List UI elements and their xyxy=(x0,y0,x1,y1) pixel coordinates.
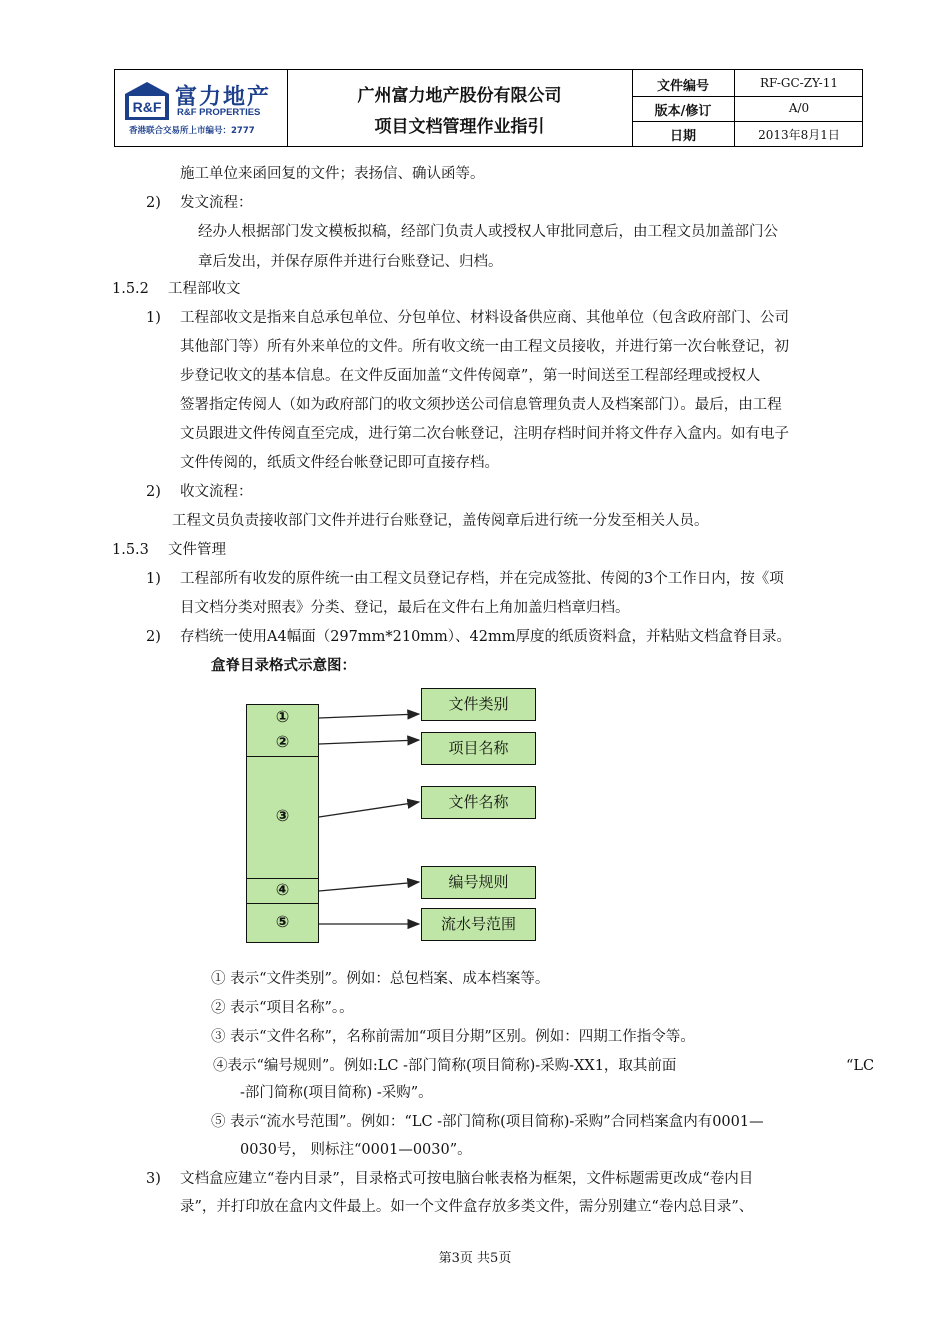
legend-line-5-cont: 0030号， 则标注“0001—0030”。 xyxy=(240,1142,472,1158)
list-item-title: 发文流程： xyxy=(180,195,253,211)
paragraph-line: 施工单位来函回复的文件；表扬信、确认函等。 xyxy=(180,166,485,182)
logo-brand-cn: 富力地产 xyxy=(175,84,272,110)
spine-label-3: ③ xyxy=(275,806,290,825)
spine-label-2: ② xyxy=(275,732,290,751)
list-number: 3) xyxy=(146,1171,161,1187)
section-number: 1.5.2 xyxy=(112,281,149,297)
section-title: 文件管理 xyxy=(168,542,226,558)
legend-line-3: ③ 表示“文件名称”，名称前需加“项目分期”区别。例如：四期工作指令等。 xyxy=(211,1029,695,1045)
date-value: 2013年8月1日 xyxy=(758,128,840,142)
legend-line-4-right: “LC xyxy=(846,1058,875,1074)
diagram-box-serial-range: 流水号范围 xyxy=(421,908,536,941)
spine-label-5: ⑤ xyxy=(275,912,290,931)
spine-label-4: ④ xyxy=(275,880,290,899)
diagram-box-numbering-rule: 编号规则 xyxy=(421,866,536,899)
paragraph-line: 签署指定传阅人（如为政府部门的收文须抄送公司信息管理负责人及档案部门）。最后，由工程 xyxy=(180,397,782,413)
list-number: 2) xyxy=(146,484,161,500)
paragraph-line: 工程文员负责接收部门文件并进行台账登记，盖传阅章后进行统一分发至相关人员。 xyxy=(172,513,709,529)
logo-brand-en: R&F PROPERTIES xyxy=(177,107,261,118)
spine-label-1: ① xyxy=(275,707,290,726)
doc-number-label: 文件编号 xyxy=(656,79,709,94)
list-item-title: 收文流程： xyxy=(180,484,253,500)
legend-line-2: ② 表示“项目名称”。。 xyxy=(211,1000,354,1016)
doc-number-value: RF-GC-ZY-11 xyxy=(760,76,838,90)
paragraph-line: 章后发出，并保存原件并进行台账登记、归档。 xyxy=(198,254,503,270)
page-number: 第3页 共5页 xyxy=(438,1251,512,1266)
document-title: 项目文档管理作业指引 xyxy=(374,117,545,137)
arrow-4 xyxy=(319,882,419,891)
list-number: 1) xyxy=(146,571,161,587)
arrow-3 xyxy=(319,802,419,817)
paragraph-line: 文档盒应建立“卷内目录”，目录格式可按电脑台帐表格为框架，文件标题需更改成“卷内目 xyxy=(180,1171,754,1187)
paragraph-line: 目文档分类对照表》分类、登记，最后在文件右上角加盖归档章归档。 xyxy=(180,600,630,616)
section-number: 1.5.3 xyxy=(112,542,149,558)
version-label: 版本/修订 xyxy=(654,104,712,119)
logo-listing-code: 香港联合交易所上市编号：2777 xyxy=(129,126,255,136)
company-name: 广州富力地产股份有限公司 xyxy=(357,86,562,106)
list-number: 2) xyxy=(146,195,161,211)
diagram-box-file-name: 文件名称 xyxy=(421,786,536,819)
paragraph-line: 存档统一使用A4幅面（297mm*210mm）、42mm厚度的纸质资料盒，并粘贴文档盒脊目录。 xyxy=(180,629,791,645)
paragraph-line: 文件传阅的，纸质文件经台帐登记即可直接存档。 xyxy=(180,455,499,471)
legend-line-1: ① 表示“文件类别”。例如：总包档案、成本档案等。 xyxy=(211,971,550,987)
arrow-2 xyxy=(319,740,419,744)
section-title: 工程部收文 xyxy=(168,281,241,297)
arrow-1 xyxy=(319,714,419,718)
legend-line-5: ⑤ 表示“流水号范围”。例如：“LC -部门简称(项目简称)-采购”合同档案盒内有0001— xyxy=(211,1114,764,1130)
paragraph-line: 录”，并打印放在盒内文件最上。如一个文件盒存放多类文件，需分别建立“卷内总目录”、 xyxy=(180,1199,754,1215)
date-label: 日期 xyxy=(669,129,696,144)
paragraph-line: 工程部收文是指来自总承包单位、分包单位、材料设备供应商、其他单位（包含政府部门、公司 xyxy=(180,310,789,326)
legend-line-4-cont: -部门简称(项目简称) -采购”。 xyxy=(240,1085,433,1101)
list-number: 1) xyxy=(146,310,161,326)
list-number: 2) xyxy=(146,629,161,645)
paragraph-line: 步登记收文的基本信息。在文件反面加盖“文件传阅章”，第一时间送至工程部经理或授权人 xyxy=(180,368,761,384)
paragraph-line: 工程部所有收发的原件统一由工程文员登记存档，并在完成签批、传阅的3个工作日内，按《项 xyxy=(180,571,784,587)
diagram-box-category: 文件类别 xyxy=(421,688,536,721)
version-value: A/0 xyxy=(788,101,810,115)
legend-line-4: ④表示“编号规则”。例如:LC -部门简称(项目简称)-采购-XX1，取其前面 xyxy=(213,1058,677,1074)
logo-mark-text: R&F xyxy=(132,99,162,115)
paragraph-line: 文员跟进文件传阅直至完成，进行第二次台帐登记，注明存档时间并将文件存入盒内。如有电子 xyxy=(180,426,789,442)
diagram-title: 盒脊目录格式示意图： xyxy=(211,658,356,674)
paragraph-line: 其他部门等）所有外来单位的文件。所有收文统一由工程文员接收，并进行第一次台帐登记，初 xyxy=(180,339,789,355)
diagram-box-project-name: 项目名称 xyxy=(421,732,536,765)
paragraph-line: 经办人根据部门发文模板拟稿，经部门负责人或授权人审批同意后，由工程文员加盖部门公 xyxy=(198,224,778,240)
